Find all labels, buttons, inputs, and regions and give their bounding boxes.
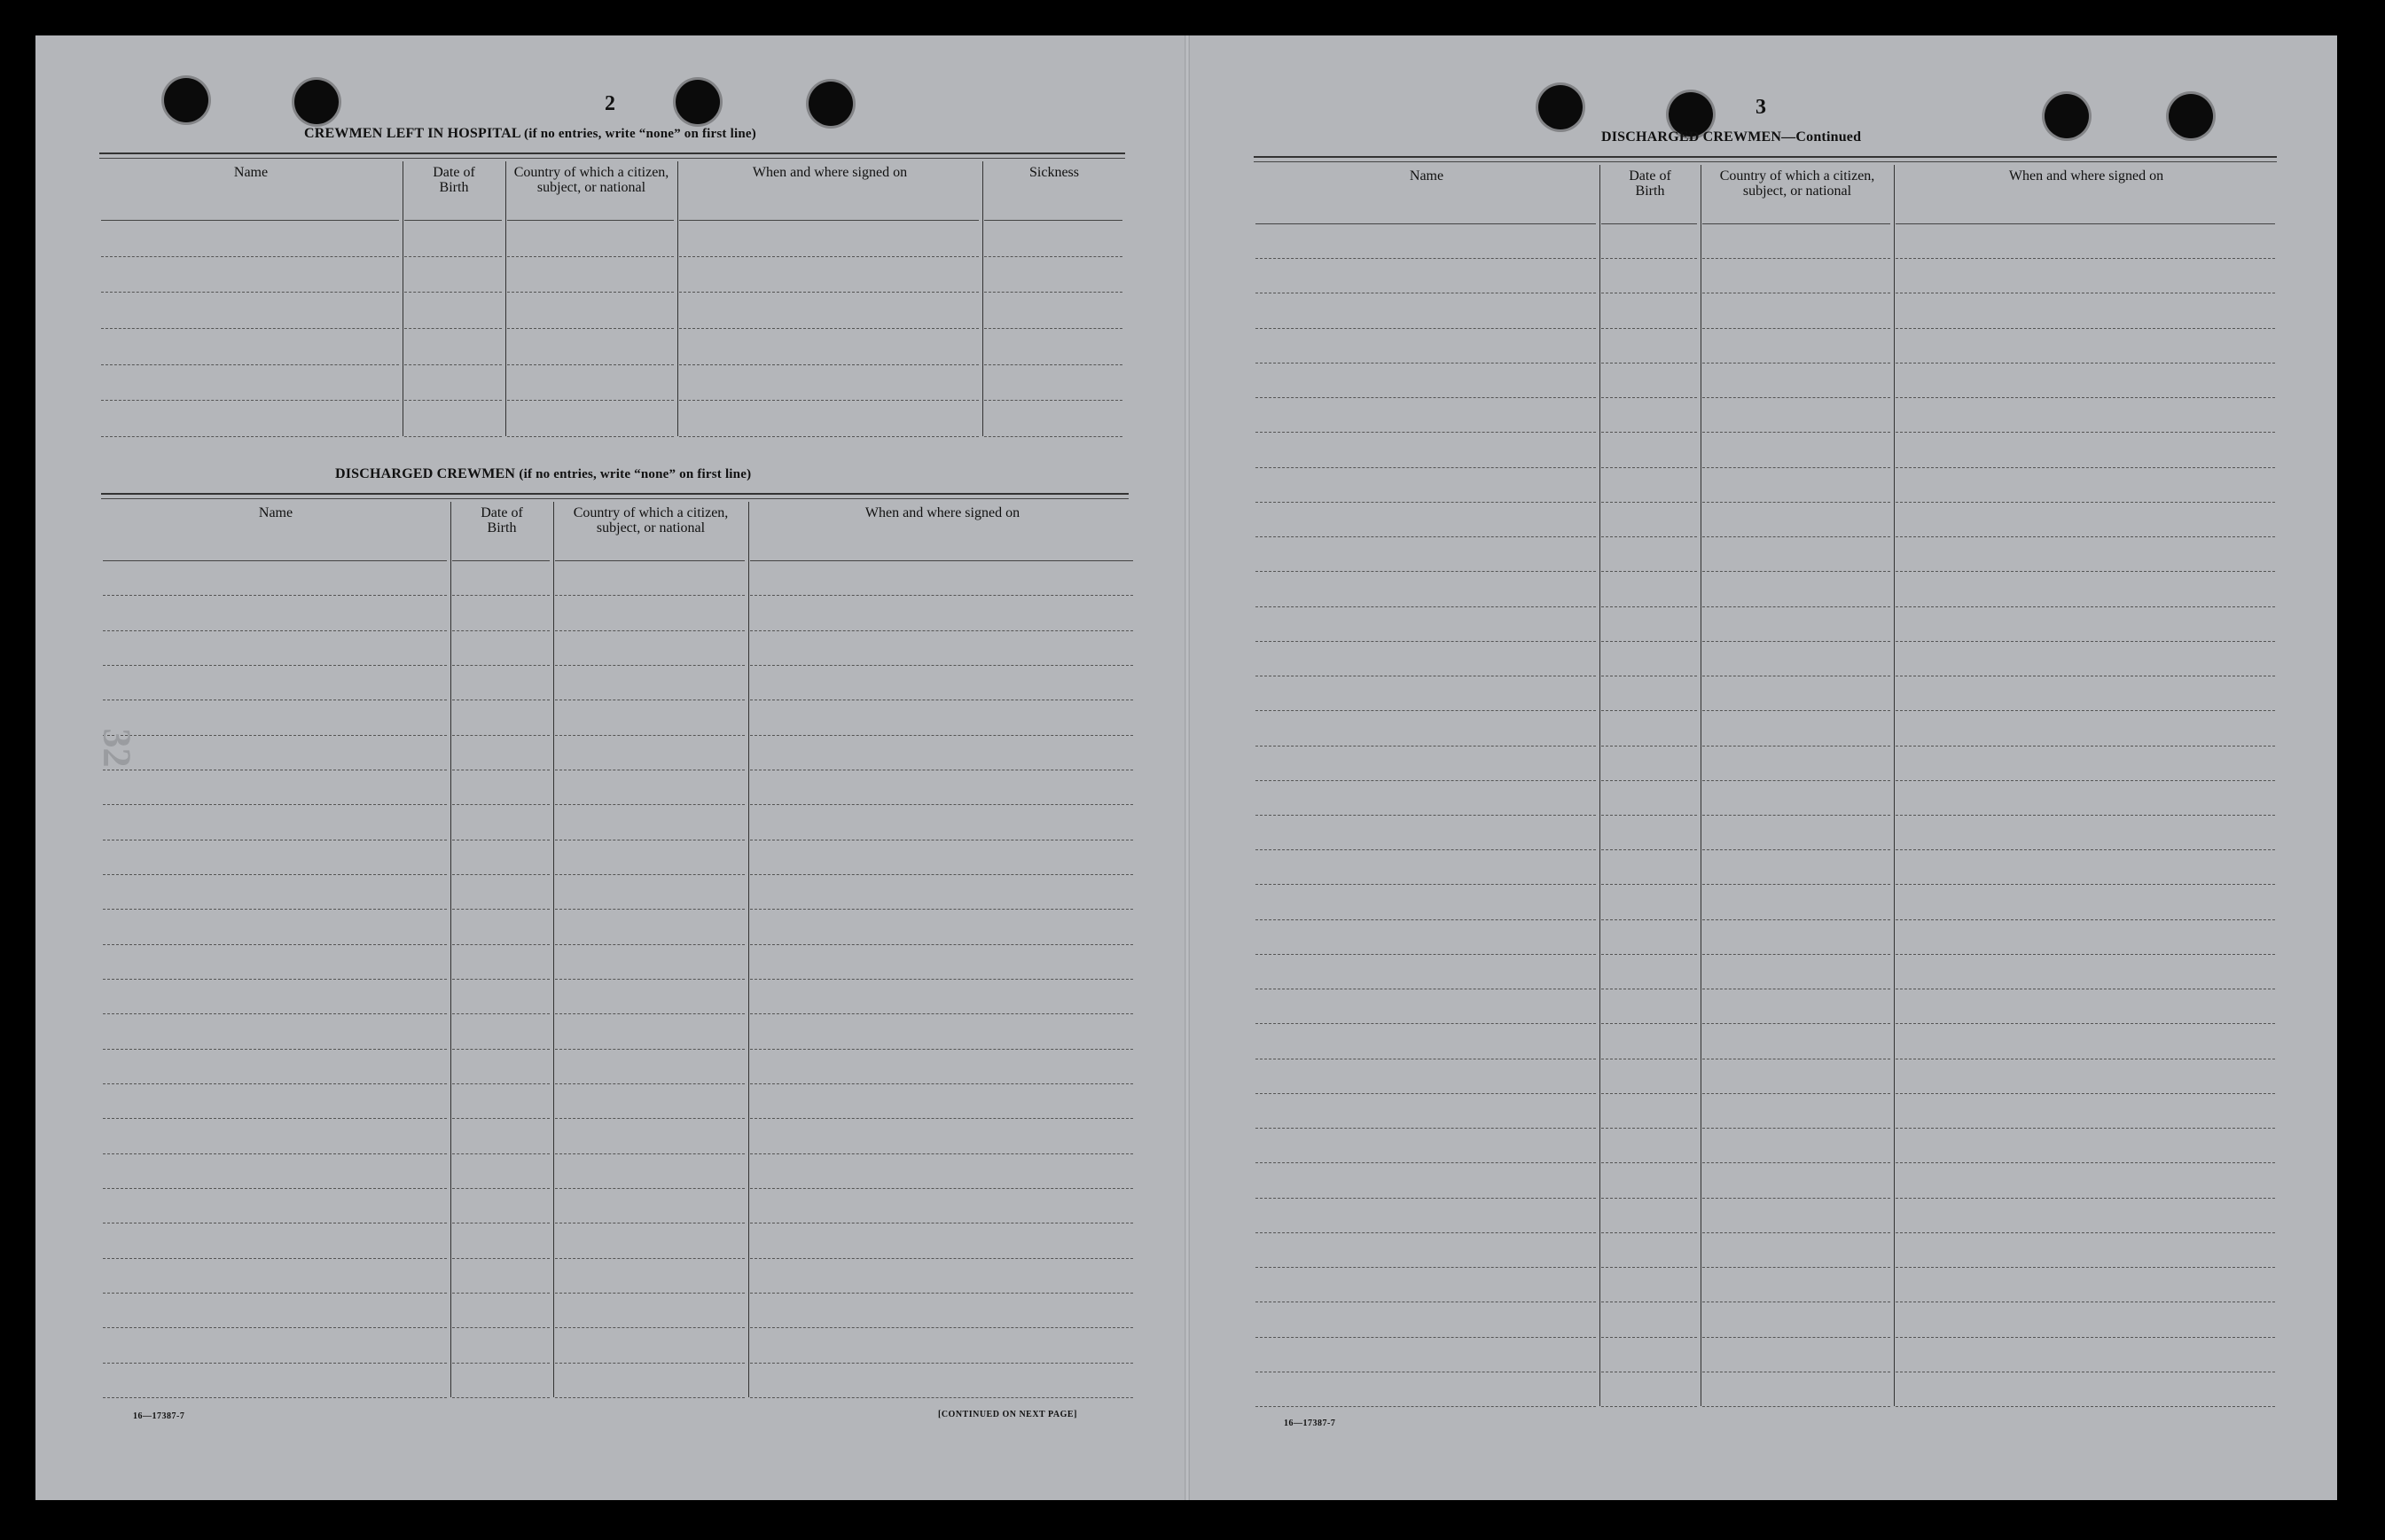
header-underline (1601, 223, 1697, 224)
entry-line (1896, 258, 2275, 259)
column-header: Date of Birth (433, 165, 475, 195)
entry-line (1255, 919, 1596, 920)
entry-line (452, 665, 550, 666)
entry-line (750, 1118, 1133, 1119)
entry-line (452, 1293, 550, 1294)
entry-line (452, 1013, 550, 1014)
entry-line (750, 804, 1133, 805)
entry-line (507, 436, 674, 437)
entry-line (1255, 328, 1596, 329)
entry-line (507, 364, 674, 365)
entry-line (984, 328, 1122, 329)
entry-line (555, 1363, 745, 1364)
entry-line (1601, 363, 1697, 364)
entry-line (1896, 328, 2275, 329)
entry-line (1702, 1267, 1890, 1268)
entry-line (1896, 1267, 2275, 1268)
column-divider (553, 502, 554, 1397)
entry-line (555, 595, 745, 596)
entry-line (555, 1258, 745, 1259)
entry-line (555, 909, 745, 910)
entry-line (1255, 258, 1596, 259)
entry-line (404, 256, 502, 257)
entry-line (1255, 1128, 1596, 1129)
entry-line (101, 256, 399, 257)
page-number: 2 (605, 92, 615, 115)
entry-line (1255, 641, 1596, 642)
entry-line (984, 436, 1122, 437)
entry-line (1896, 1406, 2275, 1407)
column-divider (505, 161, 506, 436)
entry-line (1896, 815, 2275, 816)
discharged-section-title (335, 466, 751, 482)
entry-line (750, 630, 1133, 631)
entry-line (1702, 1093, 1890, 1094)
header-underline (1255, 223, 1596, 224)
entry-line (1601, 954, 1697, 955)
entry-line (452, 1363, 550, 1364)
entry-line (1702, 815, 1890, 816)
entry-line (452, 595, 550, 596)
entry-line (1601, 467, 1697, 468)
entry-line (984, 292, 1122, 293)
entry-line (1255, 571, 1596, 572)
entry-line (1896, 606, 2275, 607)
entry-line (103, 1013, 447, 1014)
entry-line (452, 804, 550, 805)
entry-line (1702, 571, 1890, 572)
page-number: 3 (1756, 96, 1766, 119)
header-underline (984, 220, 1122, 221)
entry-line (679, 400, 979, 401)
entry-line (404, 364, 502, 365)
entry-line (1896, 1023, 2275, 1024)
header-underline (679, 220, 979, 221)
entry-line (452, 1049, 550, 1050)
header-underline (507, 220, 674, 221)
punch-hole-icon (1538, 85, 1583, 129)
entry-line (1896, 1337, 2275, 1338)
entry-line (750, 909, 1133, 910)
entry-line (1255, 606, 1596, 607)
entry-line (555, 1153, 745, 1154)
entry-line (1896, 502, 2275, 503)
entry-line (750, 1327, 1133, 1328)
entry-line (1255, 1093, 1596, 1094)
entry-line (1702, 1406, 1890, 1407)
entry-line (103, 1363, 447, 1364)
entry-line (984, 400, 1122, 401)
entry-line (1255, 884, 1596, 885)
entry-line (1896, 641, 2275, 642)
entry-line (1702, 1198, 1890, 1199)
entry-line (750, 1293, 1133, 1294)
entry-line (103, 1083, 447, 1084)
entry-line (1601, 432, 1697, 433)
entry-line (1255, 502, 1596, 503)
continued-note: [CONTINUED ON NEXT PAGE] (938, 1410, 1077, 1419)
entry-line (452, 874, 550, 875)
column-header: When and where signed on (864, 505, 1020, 520)
entry-line (1255, 746, 1596, 747)
entry-line (555, 944, 745, 945)
entry-line (103, 1293, 447, 1294)
entry-line (1896, 536, 2275, 537)
entry-line (750, 1397, 1133, 1398)
entry-line (1896, 1198, 2275, 1199)
entry-line (103, 874, 447, 875)
entry-line (452, 909, 550, 910)
entry-line (1896, 1232, 2275, 1233)
entry-line (103, 1049, 447, 1050)
entry-line (555, 1327, 745, 1328)
entry-line (1896, 397, 2275, 398)
entry-line (1896, 1093, 2275, 1094)
entry-line (1702, 432, 1890, 433)
header-underline (452, 560, 550, 561)
entry-line (1601, 536, 1697, 537)
entry-line (679, 256, 979, 257)
entry-line (555, 1293, 745, 1294)
entry-line (1702, 258, 1890, 259)
hospital-section-title (304, 126, 756, 142)
column-header: When and where signed on (752, 165, 908, 180)
entry-line (452, 1118, 550, 1119)
entry-line (555, 1049, 745, 1050)
entry-line (555, 1013, 745, 1014)
column-header: Date of Birth (1629, 168, 1671, 199)
entry-line (1255, 780, 1596, 781)
entry-line (1601, 1267, 1697, 1268)
entry-line (1702, 536, 1890, 537)
entry-line (103, 804, 447, 805)
form-number: 16—17387-7 (133, 1411, 185, 1421)
entry-line (452, 1397, 550, 1398)
header-underline (404, 220, 502, 221)
entry-line (1601, 884, 1697, 885)
column-header: Name (258, 505, 293, 520)
column-header: Country of which a citizen, subject, or national (573, 505, 729, 535)
entry-line (103, 595, 447, 596)
entry-line (101, 292, 399, 293)
entry-line (1601, 1093, 1697, 1094)
entry-line (507, 256, 674, 257)
entry-line (555, 1083, 745, 1084)
header-underline (1896, 223, 2275, 224)
entry-line (1601, 1023, 1697, 1024)
entry-line (1255, 710, 1596, 711)
entry-line (1255, 397, 1596, 398)
entry-line (103, 1327, 447, 1328)
entry-line (452, 1327, 550, 1328)
entry-line (507, 292, 674, 293)
continued-top-rule (1254, 156, 2277, 158)
entry-line (1896, 954, 2275, 955)
header-underline (103, 560, 447, 561)
header-underline (1702, 223, 1890, 224)
entry-line (750, 735, 1133, 736)
entry-line (1702, 363, 1890, 364)
entry-line (1255, 363, 1596, 364)
entry-line (101, 400, 399, 401)
entry-line (1702, 397, 1890, 398)
punch-hole-icon (676, 80, 720, 124)
entry-line (1601, 1232, 1697, 1233)
entry-line (1702, 606, 1890, 607)
entry-line (1601, 1162, 1697, 1163)
entry-line (1255, 432, 1596, 433)
entry-line (1255, 1337, 1596, 1338)
entry-line (1896, 746, 2275, 747)
entry-line (452, 979, 550, 980)
entry-line (101, 328, 399, 329)
entry-line (507, 400, 674, 401)
entry-line (1255, 1023, 1596, 1024)
entry-line (555, 630, 745, 631)
entry-line (984, 364, 1122, 365)
discharged-top-rule-2 (101, 498, 1129, 499)
entry-line (1255, 536, 1596, 537)
header-underline (555, 560, 745, 561)
discharged-top-rule (101, 493, 1129, 495)
entry-line (750, 1153, 1133, 1154)
entry-line (1255, 1198, 1596, 1199)
entry-line (103, 1258, 447, 1259)
entry-line (750, 979, 1133, 980)
continued-top-rule-2 (1254, 161, 2277, 162)
entry-line (679, 436, 979, 437)
entry-line (101, 436, 399, 437)
column-header: Date of Birth (481, 505, 523, 535)
hospital-top-rule-2 (99, 158, 1125, 159)
entry-line (1255, 1406, 1596, 1407)
entry-line (103, 665, 447, 666)
entry-line (750, 1258, 1133, 1259)
entry-line (404, 400, 502, 401)
page-fold (1185, 35, 1190, 1500)
entry-line (404, 328, 502, 329)
entry-line (1601, 1337, 1697, 1338)
column-divider (677, 161, 678, 436)
entry-line (1601, 258, 1697, 259)
entry-line (1601, 849, 1697, 850)
entry-line (1896, 780, 2275, 781)
entry-line (1601, 397, 1697, 398)
faint-page-mark: 32 (95, 728, 139, 768)
entry-line (679, 328, 979, 329)
entry-line (1601, 780, 1697, 781)
entry-line (1702, 1128, 1890, 1129)
entry-line (452, 1083, 550, 1084)
entry-line (555, 804, 745, 805)
entry-line (1896, 432, 2275, 433)
entry-line (750, 944, 1133, 945)
entry-line (452, 944, 550, 945)
right-page (1188, 35, 2337, 1500)
entry-line (103, 1153, 447, 1154)
entry-line (750, 1363, 1133, 1364)
entry-line (1896, 467, 2275, 468)
entry-line (1255, 815, 1596, 816)
entry-line (1255, 1232, 1596, 1233)
entry-line (1255, 1162, 1596, 1163)
column-divider (748, 502, 749, 1397)
entry-line (1702, 710, 1890, 711)
continued-section-title: DISCHARGED CREWMEN—Continued (1601, 129, 1862, 145)
entry-line (1702, 1232, 1890, 1233)
entry-line (1601, 606, 1697, 607)
discharged-instruction: (if no entries, write “none” on first line) (519, 467, 752, 481)
entry-line (101, 364, 399, 365)
column-header: Name (1409, 168, 1444, 184)
entry-line (103, 630, 447, 631)
entry-line (1601, 919, 1697, 920)
column-header: When and where signed on (2008, 168, 2164, 184)
entry-line (1702, 780, 1890, 781)
entry-line (1601, 641, 1697, 642)
entry-line (452, 1258, 550, 1259)
entry-line (1896, 571, 2275, 572)
entry-line (1601, 1128, 1697, 1129)
punch-hole-icon (164, 78, 208, 122)
column-divider (1599, 165, 1600, 1406)
punch-hole-icon (2045, 94, 2089, 138)
entry-line (1702, 919, 1890, 920)
form-number: 16—17387-7 (1284, 1419, 1336, 1428)
entry-line (750, 1049, 1133, 1050)
entry-line (679, 292, 979, 293)
entry-line (984, 256, 1122, 257)
entry-line (750, 1083, 1133, 1084)
entry-line (1702, 641, 1890, 642)
entry-line (1702, 1162, 1890, 1163)
entry-line (103, 1397, 447, 1398)
column-divider (450, 502, 451, 1397)
entry-line (103, 1188, 447, 1189)
entry-line (679, 364, 979, 365)
column-divider (1894, 165, 1895, 1406)
entry-line (1601, 502, 1697, 503)
entry-line (1702, 884, 1890, 885)
entry-line (555, 735, 745, 736)
entry-line (1601, 1406, 1697, 1407)
entry-line (452, 735, 550, 736)
entry-line (1601, 746, 1697, 747)
column-divider (982, 161, 983, 436)
entry-line (1896, 919, 2275, 920)
entry-line (103, 735, 447, 736)
entry-line (1601, 328, 1697, 329)
hospital-title-text: CREWMEN LEFT IN HOSPITAL (304, 126, 520, 141)
entry-line (452, 1153, 550, 1154)
entry-line (1896, 710, 2275, 711)
entry-line (1702, 328, 1890, 329)
entry-line (404, 292, 502, 293)
entry-line (1601, 571, 1697, 572)
entry-line (1601, 815, 1697, 816)
punch-hole-icon (294, 80, 339, 124)
entry-line (452, 1188, 550, 1189)
entry-line (750, 665, 1133, 666)
entry-line (1702, 849, 1890, 850)
entry-line (1601, 1198, 1697, 1199)
hospital-top-rule (99, 152, 1125, 154)
entry-line (1702, 1023, 1890, 1024)
entry-line (404, 436, 502, 437)
entry-line (1255, 954, 1596, 955)
entry-line (555, 1397, 745, 1398)
entry-line (103, 909, 447, 910)
entry-line (103, 944, 447, 945)
header-underline (750, 560, 1133, 561)
punch-hole-icon (2169, 94, 2213, 138)
entry-line (1255, 1267, 1596, 1268)
entry-line (555, 1118, 745, 1119)
entry-line (103, 979, 447, 980)
entry-line (750, 1188, 1133, 1189)
entry-line (1255, 849, 1596, 850)
entry-line (507, 328, 674, 329)
entry-line (1702, 746, 1890, 747)
entry-line (1702, 1337, 1890, 1338)
entry-line (555, 874, 745, 875)
entry-line (1896, 1128, 2275, 1129)
entry-line (1896, 363, 2275, 364)
entry-line (1896, 1162, 2275, 1163)
hospital-instruction: (if no entries, write “none” on first line) (524, 127, 756, 141)
entry-line (750, 874, 1133, 875)
entry-line (1702, 467, 1890, 468)
entry-line (750, 1013, 1133, 1014)
entry-line (1255, 467, 1596, 468)
column-header: Country of which a citizen, subject, or national (1719, 168, 1875, 199)
header-underline (101, 220, 399, 221)
column-header: Sickness (1029, 165, 1079, 180)
entry-line (452, 630, 550, 631)
entry-line (1601, 710, 1697, 711)
entry-line (1702, 502, 1890, 503)
entry-line (1702, 954, 1890, 955)
entry-line (1896, 849, 2275, 850)
punch-hole-icon (809, 82, 853, 126)
entry-line (555, 1188, 745, 1189)
entry-line (1896, 884, 2275, 885)
column-header: Country of which a citizen, subject, or national (513, 165, 669, 195)
entry-line (555, 979, 745, 980)
column-header: Name (233, 165, 269, 180)
entry-line (750, 595, 1133, 596)
entry-line (555, 665, 745, 666)
discharged-title-text: DISCHARGED CREWMEN (335, 466, 516, 481)
entry-line (103, 1118, 447, 1119)
